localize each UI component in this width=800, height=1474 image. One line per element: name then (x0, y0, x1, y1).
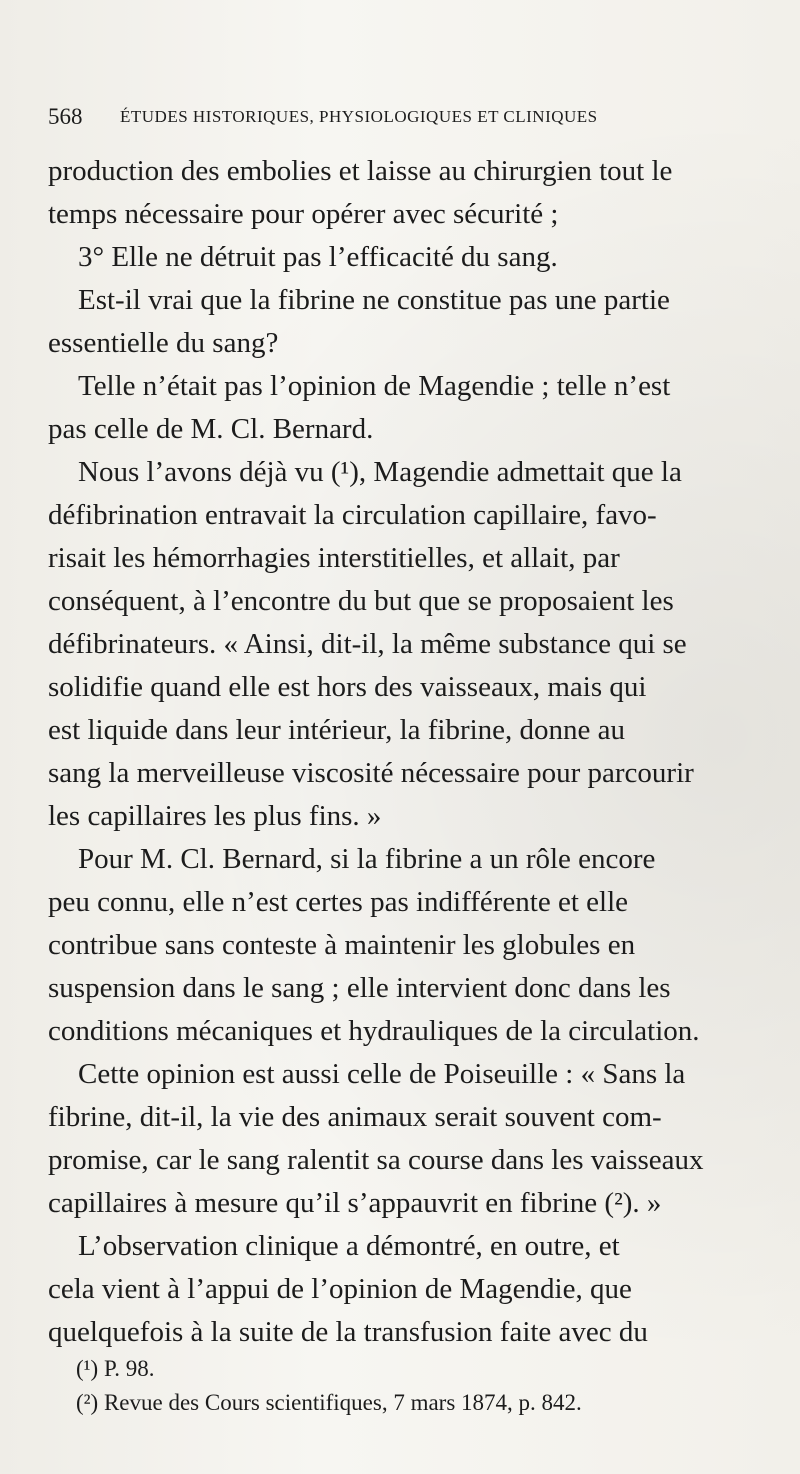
text-line: essentielle du sang? (48, 327, 279, 359)
running-title: ÉTUDES HISTORIQUES, PHYSIOLOGIQUES ET CLINIQUES (120, 107, 598, 126)
text-line: conséquent, à l’encontre du but que se proposaient les (48, 585, 674, 617)
text-line: défibrinateurs. « Ainsi, dit-il, la même substance qui se (48, 628, 687, 660)
text-line: contribue sans conteste à maintenir les globules en (48, 929, 636, 961)
text-line: peu connu, elle n’est certes pas indifférente et elle (48, 886, 629, 918)
text-line: sang la merveilleuse viscosité nécessaire pour parcourir (48, 757, 694, 789)
text-line: production des embolies et laisse au chirurgien tout le (48, 155, 673, 187)
text-line: 3° Elle ne détruit pas l’efficacité du sang. (78, 241, 558, 273)
text-line: quelquefois à la suite de la transfusion faite avec du (48, 1316, 648, 1348)
text-line: risait les hémorrhagies interstitielles, et allait, par (48, 542, 620, 574)
text-line: conditions mécaniques et hydrauliques de la circulation. (48, 1015, 700, 1047)
text-line: Cette opinion est aussi celle de Poiseuille : « Sans la (78, 1058, 686, 1090)
text-line: Telle n’était pas l’opinion de Magendie ; telle n’est (78, 370, 671, 402)
page-number: 568 (48, 104, 83, 129)
text-line: temps nécessaire pour opérer avec sécurité ; (48, 198, 559, 230)
text-line: Pour M. Cl. Bernard, si la fibrine a un rôle encore (78, 843, 656, 875)
running-header (48, 104, 758, 136)
text-line: cela vient à l’appui de l’opinion de Magendie, que (48, 1273, 632, 1305)
text-line: défibrination entravait la circulation capillaire, favo- (48, 499, 657, 531)
footnote: (²) Revue des Cours scientifiques, 7 mars 1874, p. 842. (76, 1390, 582, 1415)
text-line: fibrine, dit-il, la vie des animaux serait souvent com- (48, 1101, 662, 1133)
footnote: (¹) P. 98. (76, 1356, 155, 1381)
text-line: pas celle de M. Cl. Bernard. (48, 413, 374, 445)
text-line: Est-il vrai que la fibrine ne constitue pas une partie (78, 284, 670, 316)
text-line: Nous l’avons déjà vu (¹), Magendie admettait que la (78, 456, 682, 488)
text-line: capillaires à mesure qu’il s’appauvrit en fibrine (²). » (48, 1187, 662, 1219)
text-line: L’observation clinique a démontré, en outre, et (78, 1230, 620, 1262)
text-line: suspension dans le sang ; elle intervient donc dans les (48, 972, 671, 1004)
text-line: est liquide dans leur intérieur, la fibrine, donne au (48, 714, 626, 746)
text-line: solidifie quand elle est hors des vaisseaux, mais qui (48, 671, 647, 703)
text-line: promise, car le sang ralentit sa course dans les vaisseaux (48, 1144, 704, 1176)
text-line: les capillaires les plus fins. » (48, 800, 382, 832)
